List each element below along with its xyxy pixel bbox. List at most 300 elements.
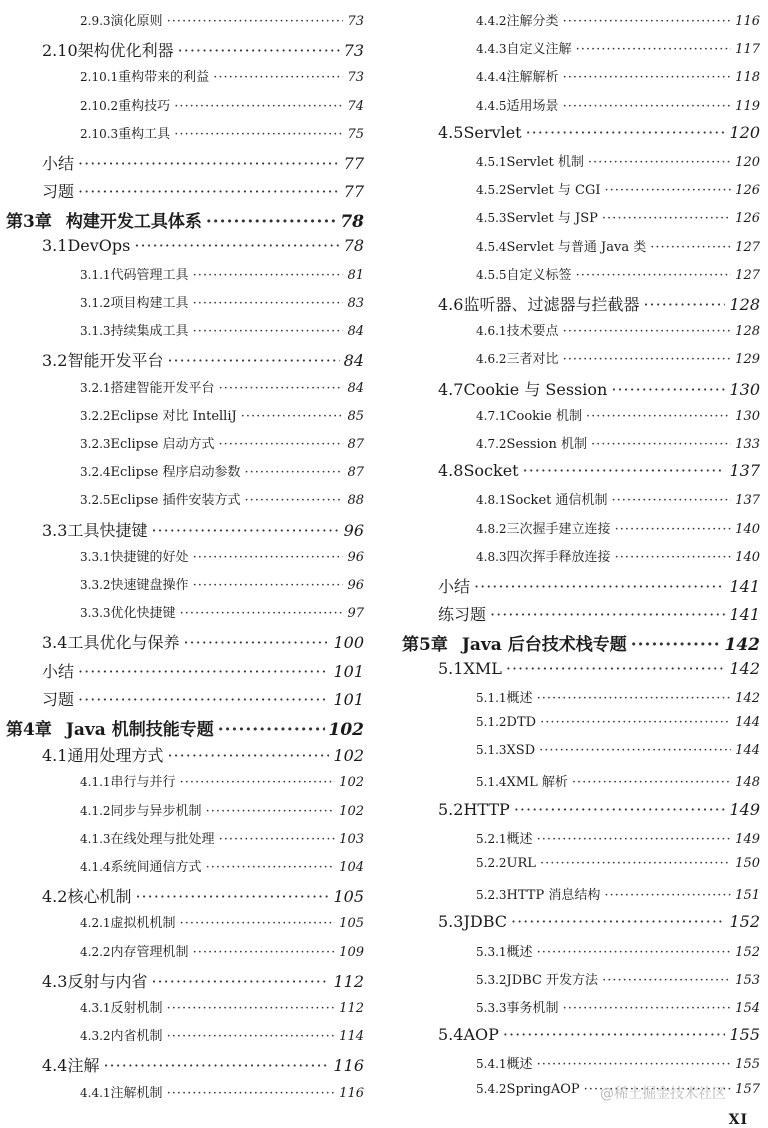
toc-entry-page: 102 [339,803,364,819]
toc-entry-title: Eclipse 插件安装方式 [110,493,241,509]
toc-leader-dots [151,972,329,991]
toc-leader-dots [193,945,336,960]
toc-entry-page: 101 [333,689,364,709]
toc-entry-title: 构建开发工具体系 [65,212,202,233]
toc-entry-title: JDBC [463,912,507,932]
toc-entry-page: 127 [735,239,760,255]
toc-entry-page: 126 [735,183,760,199]
toc-entry-title: Java 机制技能专题 [65,720,214,740]
toc-entry-number: 4.8.3 [476,549,507,564]
toc-leader-dots [174,127,343,142]
toc-entry [476,264,760,283]
toc-entry-title: 演化原则 [110,14,163,29]
toc-leader-dots [78,690,329,709]
toc-entry [80,405,364,424]
toc-entry [42,659,364,682]
toc-entry-page: 81 [347,267,364,283]
toc-entry-number: 3.2.2 [80,408,111,423]
toc-entry-page: 96 [343,520,364,540]
toc-entry-number: 5.3.2 [476,972,507,987]
toc-leader-dots [206,860,336,875]
toc-entry-number: 4.5.2 [476,183,507,198]
toc-entry-number: 3.4 [42,633,68,653]
toc-entry-page: 137 [729,461,760,481]
toc-entry-number: 4.3 [42,971,68,991]
toc-entry-number: 4.7.2 [476,437,507,451]
toc-entry-page: 117 [735,42,760,58]
toc-entry-page: 142 [724,635,760,656]
toc-entry-number: 4.8.2 [476,521,507,536]
toc-entry [438,461,760,480]
toc-entry-number: 5.2 [438,799,464,819]
toc-leader-dots [526,123,726,142]
toc-entry-title: 智能开发平台 [67,351,164,371]
toc-entry-page: 112 [339,1001,364,1016]
watermark: @稀土掘金技术社区 [600,1086,726,1102]
toc-entry-number: 3.1.3 [80,324,111,339]
toc-entry-title: Socket 通信机制 [506,493,608,509]
toc-entry-title: 通用处理方式 [67,746,164,766]
toc-entry-title: XSD [506,743,536,759]
toc-entry [476,518,760,537]
toc-entry-page: 149 [735,831,760,847]
toc-entry-number: 4.7 [438,379,464,399]
toc-leader-dots [563,1001,732,1016]
toc-entry [476,489,760,508]
toc-entry [80,264,364,283]
toc-leader-dots [193,324,344,339]
toc-entry-number: 4.3.1 [80,1001,111,1015]
toc-entry-page: 133 [735,437,760,452]
toc-entry-number: 2.10 [42,41,78,61]
toc-entry [42,236,364,255]
toc-entry [80,771,364,790]
toc-entry-title: 系统间通信方式 [110,860,202,875]
toc-entry-page: 142 [735,690,760,706]
toc-entry [80,997,364,1016]
toc-entry [42,884,364,907]
toc-entry-number: 3.2.3 [80,437,111,451]
toc-leader-dots [563,99,732,114]
toc-leader-dots [167,1086,336,1101]
toc-entry-title: 持续集成工具 [110,324,189,340]
toc-entry [438,1025,760,1044]
toc-leader-dots [167,351,339,370]
toc-entry-page: 109 [339,944,364,960]
toc-entry-page: 120 [735,155,760,170]
toc-entry-page: 103 [339,831,364,847]
toc-leader-dots [503,1025,726,1044]
toc-entry-number: 4.4.2 [476,14,507,28]
toc-entry [438,123,760,142]
toc-entry-number: 3.3.1 [80,549,111,564]
toc-entry-number: 4.1.3 [80,831,111,846]
toc-leader-dots [213,70,343,85]
toc-entry-page: 153 [735,972,760,988]
toc-leader-dots [178,41,340,60]
toc-entry-title: 反射与内省 [67,971,148,991]
toc-entry [476,997,760,1016]
toc-entry [438,602,760,625]
toc-entry-title: SpringAOP [506,1081,580,1097]
toc-entry-number: 4.3.2 [80,1029,111,1044]
toc-entry-title: Eclipse 程序启动参数 [110,465,241,481]
toc-entry-page: 116 [333,1056,364,1076]
toc-entry-number: 5.3.1 [476,944,507,959]
toc-leader-dots [206,212,336,232]
toc-leader-dots [135,887,329,906]
toc-entry-page: 141 [729,577,760,596]
toc-entry-title: 项目构建工具 [110,296,189,311]
toc-entry [438,912,760,931]
toc-leader-dots [219,381,344,396]
toc-entry [80,377,364,396]
toc-entry [476,236,760,255]
toc-leader-dots [572,775,731,790]
toc-leader-dots [167,14,344,29]
toc-entry-title: 工具快捷键 [67,520,148,540]
toc-entry [438,659,760,678]
toc-entry-title: JDBC 开发方法 [506,972,599,988]
toc-leader-dots [193,296,344,311]
toc-entry-page: 100 [333,633,364,653]
toc-entry-title: 技术要点 [506,324,559,340]
toc-entry-title: 内存管理机制 [110,944,189,960]
toc-entry-number: 5.4.1 [476,1057,507,1072]
toc-entry-title: 自定义注解 [506,42,572,58]
toc-entry-title: URL [506,856,536,871]
toc-entry [476,715,760,730]
toc-entry-number: 4.6.2 [476,352,507,367]
toc-leader-dots [167,1001,336,1016]
toc-entry-page: 142 [729,658,760,678]
toc-leader-dots [563,70,732,85]
toc-entry-number: 5.1.2 [476,715,507,729]
toc-entry [476,856,760,871]
toc-entry [42,687,364,710]
toc-entry [80,574,364,593]
toc-entry [476,348,760,367]
toc-leader-dots [511,912,725,931]
toc-entry-title: Servlet 机制 [506,155,584,170]
toc-entry-number: 4.4.4 [476,70,507,85]
toc-entry-title: 习题 [42,182,75,202]
toc-entry-page: 116 [339,1085,364,1101]
toc-entry-page: 129 [735,352,760,368]
toc-entry [42,348,364,371]
toc-entry-number: 5.1.3 [476,743,507,758]
toc-entry-title: DevOps [67,235,131,255]
toc-leader-dots [219,832,336,847]
toc-entry-number: 4.7.1 [476,408,507,423]
toc-leader-dots [244,465,343,480]
toc-entry-title: 三者对比 [506,352,559,368]
toc-entry-page: 104 [339,860,364,875]
toc-entry-number: 2.9.3 [80,14,111,28]
toc-leader-dots [591,437,731,452]
toc-entry-number: 第3章 [6,212,52,233]
toc-entry-title: 注解解析 [506,70,559,86]
toc-entry [402,630,760,655]
toc-entry [476,687,760,706]
toc-entry-title: 练习题 [438,605,487,625]
toc-entry [476,828,760,847]
toc-leader-dots [180,606,344,621]
toc-entry [42,1053,364,1076]
toc-entry [80,123,364,142]
toc-entry-title: Socket [463,461,519,481]
toc-entry-number: 4.2 [42,887,68,907]
toc-entry-title: 监听器、过滤器与拦截器 [463,295,640,314]
toc-entry-number: 4.2.1 [80,916,111,931]
toc-entry-page: 77 [343,154,364,173]
toc-entry [476,10,760,29]
toc-entry-number: 4.4.3 [476,42,507,57]
toc-entry-number: 4.1.4 [80,860,111,874]
toc-entry-page: 140 [735,549,760,565]
toc-entry-page: 144 [735,715,760,730]
toc-leader-dots [167,1029,336,1044]
toc-entry-title: 重构工具 [118,126,171,142]
toc-entry-number: 第5章 [402,635,448,656]
toc-entry-page: 130 [729,379,760,399]
toc-entry-title: Cookie 机制 [506,408,583,424]
toc-entry [80,66,364,85]
toc-entry-title: 在线处理与批处理 [110,831,215,847]
toc-entry [42,969,364,992]
toc-leader-dots [151,521,339,540]
toc-entry [476,38,760,57]
toc-leader-dots [611,380,725,399]
toc-leader-dots [174,99,343,114]
toc-entry-title: HTTP 消息结构 [506,888,601,904]
toc-leader-dots [180,775,336,790]
toc-entry-title: AOP [463,1025,499,1045]
toc-entry-title: 适用场景 [506,98,559,114]
toc-leader-dots [183,633,329,652]
toc-entry [438,800,760,819]
toc-entry-title: 概述 [506,690,533,706]
toc-entry-title: 快捷键的好处 [110,549,189,565]
toc-entry-page: 97 [347,606,364,622]
toc-entry-page: 112 [333,971,364,991]
toc-entry [42,743,364,766]
toc-entry-number: 4.4.1 [80,1085,111,1100]
toc-entry-page: 85 [347,408,364,424]
toc-entry-title: 同步与异步机制 [110,803,202,819]
toc-entry [476,405,760,424]
toc-leader-dots [615,550,732,565]
toc-entry-number: 5.2.3 [476,888,507,903]
toc-leader-dots [537,832,732,847]
toc-entry-page: 75 [347,126,364,142]
toc-entry [42,151,364,174]
toc-entry-page: 155 [735,1057,760,1073]
toc-entry-title: 四次挥手释放连接 [506,549,611,565]
toc-leader-dots [506,659,726,678]
toc-entry-page: 116 [735,14,760,29]
toc-leader-dots [167,746,329,765]
toc-entry [6,715,364,740]
toc-leader-dots [650,240,731,255]
toc-entry [80,461,364,480]
toc-entry-title: 自定义标签 [506,267,572,283]
toc-entry-number: 5.3 [438,912,464,932]
toc-entry [42,630,364,653]
toc-leader-dots [193,550,344,565]
toc-entry-title: 架构优化利器 [77,41,174,61]
toc-leader-dots [539,743,731,758]
toc-entry-title: 虚拟机机制 [110,916,176,932]
toc-entry [476,151,760,170]
toc-leader-dots [523,461,726,480]
toc-leader-dots [563,324,732,339]
toc-entry-title: 反射机制 [110,1001,163,1016]
toc-entry-title: 重构带来的利益 [118,70,210,86]
toc-leader-dots [241,409,344,424]
toc-entry [476,433,760,452]
toc-entry-number: 4.8.1 [476,493,507,508]
toc-entry [476,941,760,960]
toc-entry-number: 4.4.5 [476,98,507,113]
toc-entry-title: Servlet [463,122,522,142]
toc-entry-title: 小结 [42,154,75,173]
toc-leader-dots [643,295,725,314]
toc-entry-title: Servlet 与 JSP [506,211,598,227]
toc-entry-number: 3.2.1 [80,380,111,395]
toc-entry-title: 快速键盘操作 [110,578,189,593]
toc-entry-number: 4.5.5 [476,267,507,282]
toc-entry-title: 注解机制 [110,1085,163,1101]
toc-leader-dots [218,437,343,452]
toc-entry-number: 4.1.1 [80,775,111,790]
toc-entry-number: 4.6 [438,295,464,314]
toc-entry-page: 74 [347,98,364,114]
toc-entry-title: HTTP [463,799,510,819]
toc-entry-page: 105 [333,887,364,907]
toc-leader-dots [602,973,731,988]
toc-leader-dots [244,493,343,508]
toc-entry-number: 5.2.1 [476,831,507,846]
toc-entry-title: 概述 [506,1057,533,1073]
toc-entry-title: 代码管理工具 [110,267,189,283]
toc-leader-dots [631,635,721,655]
toc-entry [42,38,364,61]
toc-entry [476,179,760,198]
toc-entry-number: 4.6.1 [476,324,507,339]
toc-leader-dots [193,268,344,283]
toc-entry [80,602,364,621]
toc-entry-title: 核心机制 [67,887,132,907]
toc-entry-title: 内省机制 [110,1029,163,1045]
toc-leader-dots [474,577,725,596]
toc-leader-dots [537,945,732,960]
toc-entry [80,856,364,875]
toc-entry [80,489,364,508]
toc-entry-number: 5.4 [438,1025,464,1045]
toc-leader-dots [206,804,336,819]
toc-leader-dots [218,720,325,740]
toc-entry [80,941,364,960]
toc-leader-dots [604,888,731,903]
toc-entry-page: 73 [347,14,364,29]
toc-entry [476,320,760,339]
toc-entry [80,546,364,565]
toc-entry [476,207,760,226]
toc-entry-title: XML 解析 [506,775,568,791]
toc-entry-number: 3.1.2 [80,296,111,310]
toc-entry [438,377,760,400]
toc-entry-title: 三次握手建立连接 [506,521,611,537]
toc-entry-title: 小结 [42,661,75,681]
toc-entry-title: 优化快捷键 [110,606,176,622]
toc-entry-page: 155 [729,1025,760,1045]
toc-entry-page: 102 [328,720,364,740]
toc-entry-number: 5.2.2 [476,856,507,870]
toc-entry-page: 151 [735,888,760,904]
toc-entry-page: 141 [729,605,760,625]
toc-entry-number: 4.2.2 [80,944,111,959]
toc-entry [80,292,364,311]
toc-leader-dots [586,409,731,424]
toc-entry-number: 4.8 [438,461,464,481]
toc-entry [80,433,364,452]
toc-entry-number: 4.5.1 [476,155,507,169]
toc-leader-dots [602,211,731,226]
toc-entry-page: 140 [735,521,760,537]
toc-entry-page: 78 [340,212,364,233]
toc-entry-page: 149 [729,799,760,819]
toc-leader-dots [612,493,732,508]
toc-entry-page: 128 [735,324,760,340]
toc-entry [476,743,760,758]
toc-entry [80,828,364,847]
toc-entry [438,574,760,597]
toc-entry-number: 2.10.2 [80,98,119,113]
toc-entry [476,969,760,988]
toc-entry [80,1025,364,1044]
toc-entry-page: 96 [347,578,364,593]
toc-entry [476,1053,760,1072]
toc-entry-page: 128 [729,295,760,314]
toc-entry-page: 102 [339,775,364,791]
toc-entry-page: 96 [347,549,364,565]
toc-entry-number: 4.5.3 [476,211,507,226]
toc-entry-number: 3.3.2 [80,578,111,592]
toc-entry-page: 102 [333,746,364,766]
toc-entry-title: 串行与并行 [110,775,176,791]
toc-entry-title: 注解 [67,1056,100,1076]
toc-leader-dots [537,1057,732,1072]
toc-entry-number: 5.1 [438,658,464,678]
toc-entry-title: Servlet 与 CGI [506,183,601,199]
toc-entry-page: 84 [347,380,364,396]
toc-entry [476,95,760,114]
toc-entry-number: 3.2.5 [80,493,111,508]
toc-entry [80,95,364,114]
toc-leader-dots [540,856,731,871]
toc-entry-page: 157 [735,1081,760,1097]
toc-entry-title: 事务机制 [506,1001,559,1016]
toc-entry-number: 3.1.1 [80,267,111,282]
toc-entry [80,912,364,931]
toc-entry-number: 3.2 [42,351,68,371]
toc-entry-title: 工具优化与保养 [67,633,180,653]
toc-entry-number: 4.5.4 [476,239,507,254]
toc-entry-page: 87 [347,437,364,452]
toc-entry-page: 83 [347,296,364,311]
toc-entry-title: 小结 [438,577,471,596]
